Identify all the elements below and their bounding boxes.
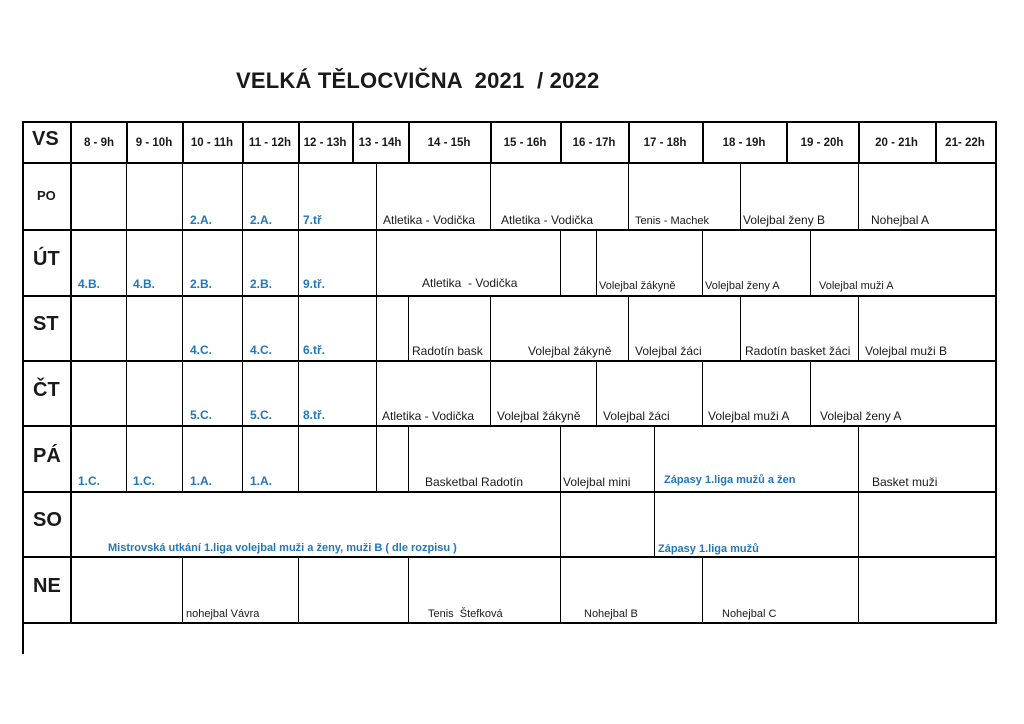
- cell-divider: [242, 229, 243, 295]
- cell-divider: [242, 164, 243, 229]
- hour-header-3: 11 - 12h: [248, 137, 292, 149]
- cell-divider: [376, 295, 377, 360]
- cell-divider: [182, 425, 183, 491]
- pa-entry: Basketbal Radotín: [425, 475, 524, 489]
- table-left-border: [22, 121, 24, 654]
- ut-entry: Volejbal ženy A: [705, 280, 780, 292]
- po-entry: 2.A.: [250, 213, 273, 227]
- cell-divider: [560, 425, 561, 491]
- ne-entry: Tenis Štefková: [428, 608, 503, 620]
- cell-divider: [298, 425, 299, 491]
- day-label-pa: PÁ: [33, 445, 61, 467]
- pa-entry: 1.C.: [78, 474, 101, 488]
- cell-divider: [858, 491, 859, 556]
- cell-divider: [490, 360, 491, 425]
- ct-entry: Volejbal muži A: [708, 409, 790, 423]
- po-entry: Atletika - Vodička: [501, 213, 594, 227]
- cell-divider: [182, 295, 183, 360]
- ut-entry: Atletika - Vodička: [422, 276, 518, 290]
- cell-divider: [126, 295, 127, 360]
- po-entry: Volejbal ženy B: [743, 213, 826, 227]
- pa-entry: Basket muži: [872, 475, 938, 489]
- hour-header-2: 10 - 11h: [190, 137, 234, 149]
- hour-header-11: 19 - 20h: [800, 137, 844, 149]
- st-entry: Radotín basket žáci: [745, 344, 851, 358]
- ct-entry: Volejbal žákyně: [497, 409, 581, 423]
- cell-divider: [628, 295, 629, 360]
- cell-divider: [858, 164, 859, 229]
- so-entry: Zápasy 1.liga mužů: [658, 543, 759, 555]
- cell-divider: [242, 295, 243, 360]
- cell-divider: [560, 229, 561, 295]
- ut-entry: 9.tř.: [303, 277, 326, 291]
- st-entry: Volejbal žákyně: [528, 344, 612, 358]
- cell-divider: [408, 295, 409, 360]
- cell-divider: [298, 164, 299, 229]
- cell-divider: [596, 360, 597, 425]
- table-top-border: [22, 121, 997, 123]
- cell-divider: [182, 164, 183, 229]
- day-label-ut: ÚT: [33, 248, 60, 270]
- day-column-border: [70, 121, 72, 622]
- ct-entry: 5.C.: [250, 408, 273, 422]
- cell-divider: [408, 556, 409, 622]
- pa-entry: 1.A.: [190, 474, 213, 488]
- cell-divider: [702, 360, 703, 425]
- cell-divider: [858, 295, 859, 360]
- cell-divider: [182, 556, 183, 622]
- cell-divider: [810, 360, 811, 425]
- pa-entry: 1.A.: [250, 474, 273, 488]
- ct-entry: Volejbal ženy A: [820, 409, 902, 423]
- cell-divider: [740, 295, 741, 360]
- cell-divider: [628, 164, 629, 229]
- cell-divider: [242, 425, 243, 491]
- cell-divider: [182, 229, 183, 295]
- row-border: [22, 360, 997, 362]
- po-entry: Tenis - Machek: [635, 215, 709, 227]
- st-entry: Volejbal žáci: [635, 344, 702, 358]
- cell-divider: [858, 556, 859, 622]
- so-entry: Mistrovská utkání 1.liga volejbal muži a ženy, muži B ( dle rozpisu ): [108, 542, 457, 554]
- cell-divider: [702, 556, 703, 622]
- page-title: VELKÁ TĚLOCVIČNA 2021 / 2022: [236, 68, 600, 93]
- po-entry: 2.A.: [190, 213, 213, 227]
- hour-header-10: 18 - 19h: [722, 137, 766, 149]
- cell-divider: [596, 229, 597, 295]
- cell-divider: [740, 164, 741, 229]
- hour-header-9: 17 - 18h: [643, 137, 687, 149]
- row-border: [22, 295, 997, 297]
- cell-divider: [182, 360, 183, 425]
- hour-header-7: 15 - 16h: [503, 137, 547, 149]
- hour-header-1: 9 - 10h: [135, 137, 173, 149]
- cell-divider: [408, 425, 409, 491]
- cell-divider: [376, 164, 377, 229]
- cell-divider: [298, 360, 299, 425]
- cell-divider: [490, 295, 491, 360]
- cell-divider: [376, 229, 377, 295]
- hour-header-4: 12 - 13h: [303, 137, 347, 149]
- cell-divider: [702, 229, 703, 295]
- ne-entry: Nohejbal C: [722, 608, 777, 620]
- cell-divider: [126, 425, 127, 491]
- cell-divider: [126, 164, 127, 229]
- cell-divider: [490, 164, 491, 229]
- hour-header-0: 8 - 9h: [83, 137, 115, 149]
- hour-header-13: 21- 22h: [945, 137, 985, 149]
- row-border: [22, 229, 72, 231]
- cell-divider: [242, 360, 243, 425]
- ut-entry: 2.B.: [250, 277, 273, 291]
- day-label-ct: ČT: [33, 379, 60, 401]
- row-border: [22, 425, 997, 427]
- cell-divider: [376, 425, 377, 491]
- header-bottom-border: [22, 162, 997, 164]
- cell-divider: [126, 229, 127, 295]
- hour-header-6: 14 - 15h: [427, 137, 471, 149]
- row-border: [22, 556, 997, 558]
- st-entry: Volejbal muži B: [865, 344, 948, 358]
- row-border: [22, 622, 997, 624]
- ut-entry: 4.B.: [78, 277, 101, 291]
- po-entry: Atletika - Vodička: [383, 213, 476, 227]
- hour-header-8: 16 - 17h: [572, 137, 616, 149]
- ut-entry: 2.B.: [190, 277, 213, 291]
- ct-entry: Volejbal žáci: [603, 409, 670, 423]
- st-entry: 4.C.: [190, 343, 213, 357]
- hour-header-12: 20 - 21h: [875, 137, 918, 149]
- st-entry: 4.C.: [250, 343, 273, 357]
- row-border: [22, 491, 997, 493]
- row-border: [22, 229, 997, 231]
- ct-entry: 8.tř.: [303, 408, 326, 422]
- po-entry: Nohejbal A: [871, 213, 930, 227]
- st-entry: Radotín bask: [412, 344, 483, 358]
- cell-divider: [654, 491, 655, 556]
- table-right-border: [995, 121, 997, 622]
- day-label-po: PO: [37, 188, 56, 203]
- corner-label: VS: [32, 128, 59, 150]
- ne-entry: Nohejbal B: [584, 608, 638, 620]
- cell-divider: [126, 360, 127, 425]
- ut-entry: Volejbal muži A: [819, 280, 894, 292]
- pa-entry: Volejbal mini: [563, 475, 631, 489]
- cell-divider: [298, 295, 299, 360]
- po-entry: 7.tř: [303, 213, 322, 227]
- pa-entry: 1.C.: [133, 474, 156, 488]
- ct-entry: Atletika - Vodička: [382, 409, 475, 423]
- day-label-so: SO: [33, 509, 62, 531]
- ct-entry: 5.C.: [190, 408, 213, 422]
- day-label-st: ST: [33, 313, 59, 335]
- cell-divider: [560, 556, 561, 622]
- ne-entry: nohejbal Vávra: [186, 608, 260, 620]
- cell-divider: [298, 229, 299, 295]
- cell-divider: [654, 425, 655, 491]
- cell-divider: [560, 491, 561, 556]
- day-label-ne: NE: [33, 575, 61, 597]
- cell-divider: [298, 556, 299, 622]
- st-entry: 6.tř.: [303, 343, 326, 357]
- ut-entry: Volejbal žákyně: [599, 280, 676, 292]
- cell-divider: [810, 229, 811, 295]
- pa-entry: Zápasy 1.liga mužů a žen: [664, 474, 796, 486]
- ut-entry: 4.B.: [133, 277, 156, 291]
- cell-divider: [858, 425, 859, 491]
- cell-divider: [376, 360, 377, 425]
- hour-header-5: 13 - 14h: [358, 137, 402, 149]
